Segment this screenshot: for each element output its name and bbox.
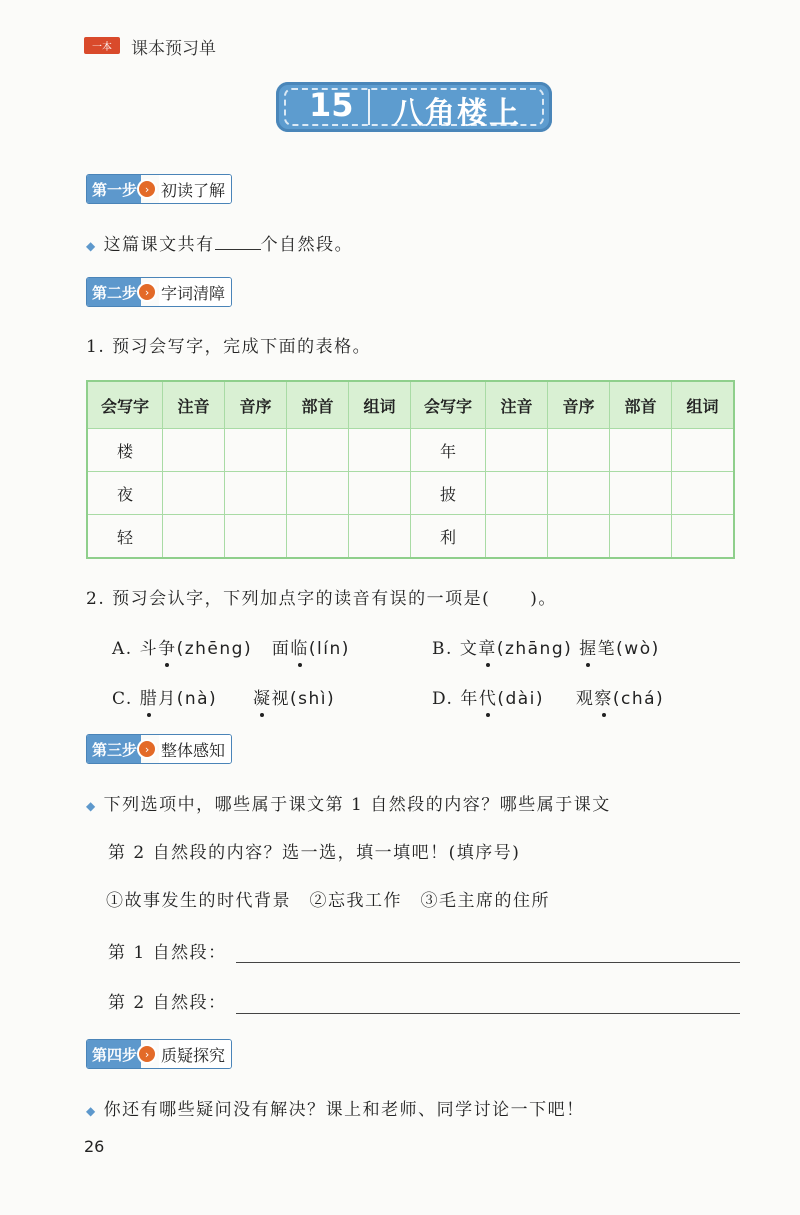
table-row: [87, 429, 734, 472]
step-text: 初读了解: [159, 175, 231, 203]
header-cell: 音序: [225, 381, 287, 429]
dotted-char: 争: [158, 639, 177, 659]
header-cell: 注音: [486, 381, 548, 429]
step-label: 第三步: [87, 735, 141, 763]
dotted-char: 凝: [253, 689, 272, 709]
char-cell: 轻: [87, 515, 163, 559]
banner-divider: [368, 89, 370, 125]
step-label: 第二步: [87, 278, 141, 306]
option-pinyin: (shì): [290, 689, 336, 709]
option-pinyin: (lín): [308, 639, 350, 659]
order-cell[interactable]: [548, 515, 610, 559]
option-char: 观: [575, 689, 595, 709]
para2-answer-line[interactable]: [236, 1013, 740, 1014]
diamond-bullet-icon: ◆: [86, 239, 97, 253]
step3-choices: ①故事发生的时代背景 ②忘我工作 ③毛主席的住所: [106, 891, 550, 911]
q2-title-end: )。: [530, 589, 557, 609]
word-cell[interactable]: [672, 472, 735, 515]
step-tag-2: [86, 277, 232, 307]
option-pinyin: (wò): [616, 639, 660, 659]
radical-cell[interactable]: [287, 515, 349, 559]
step-tag-1: [86, 174, 232, 204]
word-cell[interactable]: [672, 515, 735, 559]
brand-title: 课本预习单: [131, 39, 216, 59]
page-number: 26: [84, 1137, 105, 1156]
radical-cell[interactable]: [287, 429, 349, 472]
pinyin-cell[interactable]: [486, 515, 548, 559]
q2-title-text: 2. 预习会认字，下列加点字的读音有误的一项是(: [86, 589, 491, 609]
radical-cell[interactable]: [610, 472, 672, 515]
word-cell[interactable]: [349, 472, 411, 515]
option-pinyin: (dài): [497, 689, 545, 709]
para2-label: 第 2 自然段：: [108, 993, 227, 1013]
step-tag-3: [86, 734, 232, 764]
option-char: 文: [459, 639, 479, 659]
step1-question: [86, 230, 353, 255]
step-text: 整体感知: [159, 735, 231, 763]
radical-cell[interactable]: [287, 472, 349, 515]
header-cell: 会写字: [411, 381, 486, 429]
diamond-bullet-icon: ◆: [86, 799, 97, 813]
char-cell: 利: [411, 515, 486, 559]
word-cell[interactable]: [349, 515, 411, 559]
pinyin-cell[interactable]: [486, 429, 548, 472]
para1-answer-line[interactable]: [236, 962, 740, 963]
header-cell: 部首: [610, 381, 672, 429]
step3-line1-text: 下列选项中，哪些属于课文第 1 自然段的内容？哪些属于课文: [103, 795, 611, 815]
dotted-char: 章: [478, 639, 497, 659]
option-char: 面: [271, 639, 291, 659]
order-cell[interactable]: [548, 472, 610, 515]
option-char: 斗: [139, 639, 159, 659]
step3-line1: [86, 790, 611, 815]
step-text: 质疑探究: [159, 1040, 231, 1068]
option-pinyin: (zhāng): [496, 639, 573, 659]
radical-cell[interactable]: [610, 515, 672, 559]
q2-title: [86, 584, 557, 609]
chevron-right-icon: ›: [139, 741, 155, 757]
writing-chars-table: [86, 380, 735, 559]
header-cell: 会写字: [87, 381, 163, 429]
step-tag-4: [86, 1039, 232, 1069]
step1-text-after: 个自然段。: [260, 235, 354, 255]
order-cell[interactable]: [225, 515, 287, 559]
dotted-char: 握: [579, 639, 598, 659]
step4-question: [86, 1095, 585, 1120]
dotted-char: 临: [290, 639, 309, 659]
option-char: 月: [158, 689, 177, 709]
option-letter: B.: [432, 639, 453, 659]
chevron-right-icon: ›: [139, 1046, 155, 1062]
option-char: 视: [271, 689, 290, 709]
pinyin-cell[interactable]: [163, 472, 225, 515]
option-c[interactable]: [112, 684, 335, 709]
chevron-right-icon: ›: [139, 284, 155, 300]
option-b[interactable]: [432, 634, 660, 659]
paragraph-count-blank[interactable]: [215, 233, 261, 250]
step1-text-before: 这篇课文共有: [103, 235, 215, 255]
option-char: 年: [460, 689, 479, 709]
option-pinyin: (chá): [612, 689, 665, 709]
option-char: 笔: [597, 639, 617, 659]
brand-badge: 一本: [84, 37, 120, 54]
table-row: [87, 472, 734, 515]
radical-cell[interactable]: [610, 429, 672, 472]
dotted-char: 察: [594, 689, 613, 709]
step-text: 字词清障: [159, 278, 231, 306]
char-cell: 年: [411, 429, 486, 472]
table-header-row: [87, 381, 734, 429]
char-cell: 夜: [87, 472, 163, 515]
step-label: 第四步: [87, 1040, 141, 1068]
step-label: 第一步: [87, 175, 141, 203]
word-cell[interactable]: [672, 429, 735, 472]
word-cell[interactable]: [349, 429, 411, 472]
pinyin-cell[interactable]: [163, 429, 225, 472]
step4-text: 你还有哪些疑问没有解决？课上和老师、同学讨论一下吧！: [103, 1100, 585, 1120]
lesson-number: 15: [309, 86, 354, 124]
header-cell: 组词: [672, 381, 735, 429]
header-cell: 音序: [548, 381, 610, 429]
option-letter: D.: [432, 689, 454, 709]
option-pinyin: (zhēng): [176, 639, 253, 659]
header-cell: 部首: [287, 381, 349, 429]
header-cell: 注音: [163, 381, 225, 429]
pinyin-cell[interactable]: [163, 515, 225, 559]
order-cell[interactable]: [548, 429, 610, 472]
table-row: [87, 515, 734, 559]
order-cell[interactable]: [225, 472, 287, 515]
option-pinyin: (nà): [176, 689, 218, 709]
option-letter: C.: [112, 689, 133, 709]
chevron-right-icon: ›: [139, 181, 155, 197]
char-cell: 披: [411, 472, 486, 515]
char-cell: 楼: [87, 429, 163, 472]
step3-line2: 第 2 自然段的内容？选一选，填一填吧！(填序号): [108, 843, 521, 863]
q1-title: 1. 预习会写字，完成下面的表格。: [86, 337, 372, 357]
pinyin-cell[interactable]: [486, 472, 548, 515]
option-d[interactable]: [432, 684, 664, 709]
option-letter: A.: [112, 639, 133, 659]
dotted-char: 腊: [139, 689, 159, 709]
dotted-char: 代: [478, 689, 498, 709]
order-cell[interactable]: [225, 429, 287, 472]
header-cell: 组词: [349, 381, 411, 429]
para1-label: 第 1 自然段：: [108, 943, 227, 963]
option-a[interactable]: [112, 634, 350, 659]
diamond-bullet-icon: ◆: [86, 1104, 97, 1118]
lesson-title: 八角楼上: [393, 96, 521, 131]
